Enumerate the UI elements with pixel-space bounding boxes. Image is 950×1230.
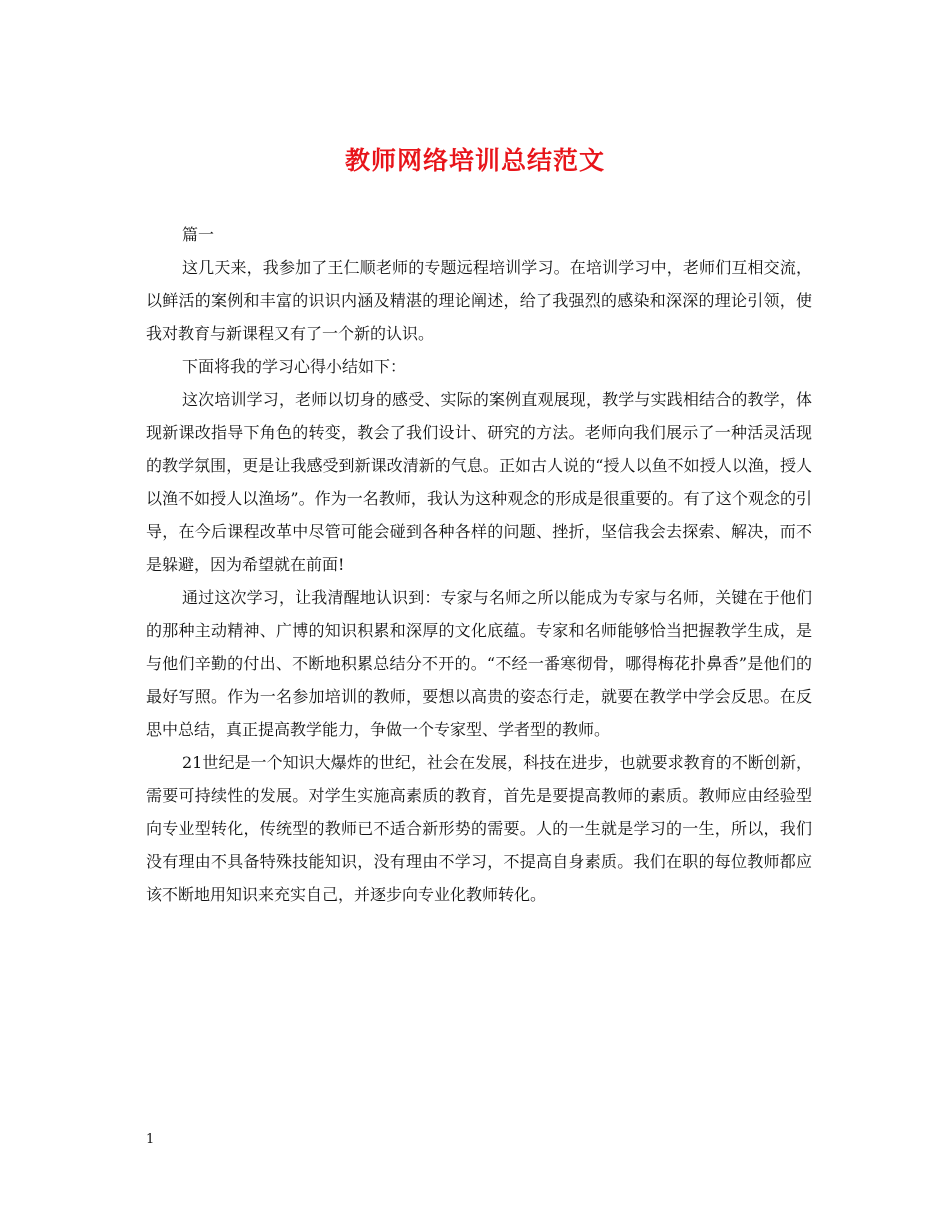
paragraph-21st-century: 21世纪是一个知识大爆炸的世纪，社会在发展，科技在进步，也就要求教育的不断创新，需要可持续性的发展。对学生实施高素质的教育，首先是要提高教师的素质。教师应由经验型向专业型转化，传统型的教师已不适合新形势的需要。人的一生就是学习的一生，所以，我们没有理由不具备特殊技能知识，没有理由不学习，不提高自身素质。我们在职的每位教师都应该不断地用知识来充实自己，并逐步向专业化教师转化。 <box>146 753 812 904</box>
paragraph-summary-lead: 下面将我的学习心得小结如下： <box>182 357 407 376</box>
paragraph-intro: 这几天来，我参加了王仁顺老师的专题远程培训学习。在培训学习中，老师们互相交流，以鲜活的案例和丰富的识识内涵及精湛的理论阐述，给了我强烈的感染和深深的理论引领，使我对教育与新课程又有了一个新的认识。 <box>146 258 812 343</box>
document-body <box>146 218 812 911</box>
paragraph-training: 这次培训学习，老师以切身的感受、实际的案例直观展现，教学与实践相结合的教学，体现新课改指导下角色的转变，教会了我们设计、研究的方法。老师向我们展示了一种活灵活现的教学氛围，更是让我感受到新课改清新的气息。正如古人说的“授人以鱼不如授人以渔，授人以渔不如授人以渔场”。作为一名教师，我认为这种观念的形成是很重要的。有了这个观念的引导，在今后课程改革中尽管可能会碰到各种各样的问题、挫折，坚信我会去探索、解决，而不是躲避，因为希望就在前面! <box>146 390 812 574</box>
document-title: 教师网络培训总结范文 <box>344 146 605 175</box>
section-heading: 篇一 <box>182 225 215 244</box>
page-number: 1 <box>146 1132 155 1147</box>
paragraph-experts: 通过这次学习，让我清醒地认识到：专家与名师之所以能成为专家与名师，关键在于他们的那种主动精神、广博的知识积累和深厚的文化底蕴。专家和名师能够恰当把握教学生成，是与他们辛勤的付出、不断地积累总结分不开的。“不经一番寒彻骨，哪得梅花扑鼻香”是他们的最好写照。作为一名参加培训的教师，要想以高贵的姿态行走，就要在教学中学会反思。在反思中总结，真正提高教学能力，争做一个专家型、学者型的教师。 <box>146 588 812 739</box>
